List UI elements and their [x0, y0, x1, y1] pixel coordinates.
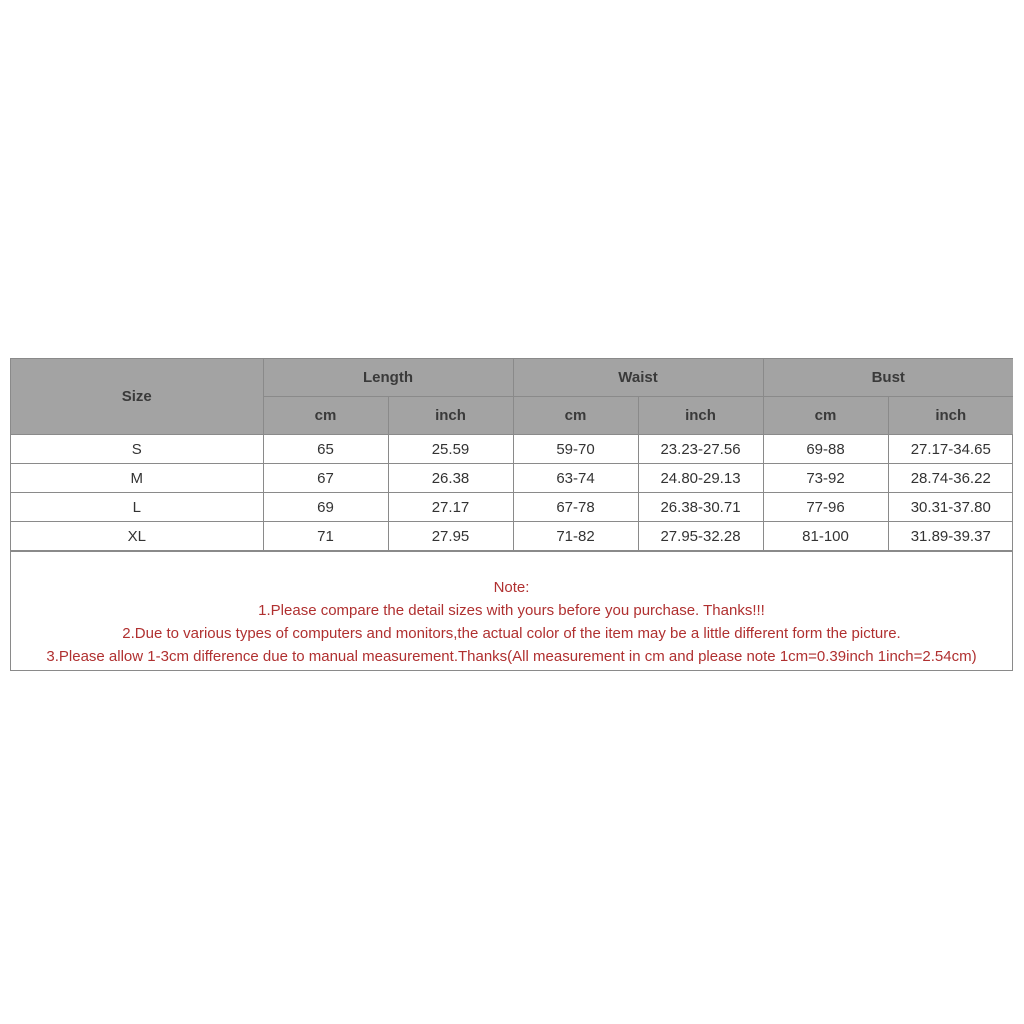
note-line: 2.Due to various types of computers and monitors,the actual color of the item may be a little different form the picture. [122, 625, 901, 642]
group-header-bust: Bust [763, 359, 1013, 397]
table-cell: 71 [263, 522, 388, 551]
unit-header: inch [638, 397, 763, 435]
table-cell: 24.80-29.13 [638, 464, 763, 493]
unit-header: inch [888, 397, 1013, 435]
table-cell: 30.31-37.80 [888, 493, 1013, 522]
table-cell: 67 [263, 464, 388, 493]
note-title: Note: [493, 579, 530, 596]
table-cell: 65 [263, 435, 388, 464]
unit-header: cm [763, 397, 888, 435]
group-header-length: Length [263, 359, 513, 397]
table-cell: 28.74-36.22 [888, 464, 1013, 493]
unit-header: cm [263, 397, 388, 435]
unit-header: cm [513, 397, 638, 435]
table-cell: 26.38 [388, 464, 513, 493]
table-row [11, 522, 1013, 551]
table-cell: 59-70 [513, 435, 638, 464]
table-cell: 73-92 [763, 464, 888, 493]
table-cell: 77-96 [763, 493, 888, 522]
table-cell: 31.89-39.37 [888, 522, 1013, 551]
header-row-groups [11, 359, 1013, 397]
table-cell: 69-88 [763, 435, 888, 464]
table-row [11, 435, 1013, 464]
table-cell: 67-78 [513, 493, 638, 522]
notes-section [11, 551, 1012, 670]
table-cell: 63-74 [513, 464, 638, 493]
table-cell: 23.23-27.56 [638, 435, 763, 464]
table-cell: 26.38-30.71 [638, 493, 763, 522]
size-table [11, 359, 1013, 551]
note-line: 3.Please allow 1-3cm difference due to manual measurement.Thanks(All measurement in cm and please note 1cm=0.39inch 1inch=2.54cm) [46, 648, 977, 665]
table-cell: 69 [263, 493, 388, 522]
table-cell: 25.59 [388, 435, 513, 464]
table-cell: 27.17 [388, 493, 513, 522]
table-cell: 27.17-34.65 [888, 435, 1013, 464]
table-row [11, 464, 1013, 493]
unit-header: inch [388, 397, 513, 435]
table-cell: 27.95 [388, 522, 513, 551]
table-cell: 81-100 [763, 522, 888, 551]
size-chart [10, 358, 1013, 671]
table-cell: 71-82 [513, 522, 638, 551]
table-row [11, 493, 1013, 522]
size-cell: M [11, 464, 263, 493]
note-line: 1.Please compare the detail sizes with yours before you purchase. Thanks!!! [258, 602, 765, 619]
size-cell: S [11, 435, 263, 464]
size-cell: L [11, 493, 263, 522]
size-header: Size [11, 359, 263, 435]
table-cell: 27.95-32.28 [638, 522, 763, 551]
group-header-waist: Waist [513, 359, 763, 397]
size-cell: XL [11, 522, 263, 551]
